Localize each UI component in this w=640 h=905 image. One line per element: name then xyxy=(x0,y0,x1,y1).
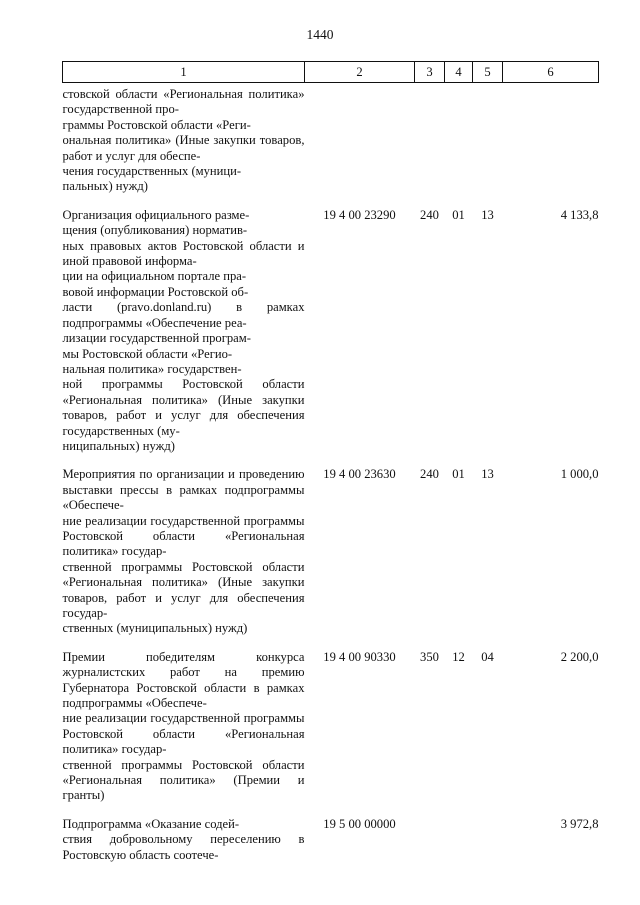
subsection-code: 13 xyxy=(481,467,494,482)
description-line: ние реализации государственной xyxy=(62,513,241,528)
column-header-6: 6 xyxy=(503,62,599,83)
page-number: 1440 xyxy=(306,27,334,42)
row-description xyxy=(63,208,305,468)
description-line: ственных (муниципальных) нужд) xyxy=(62,621,248,636)
description-line: пальных) нужд) xyxy=(62,179,148,194)
description-line: Губернатора Ростовской области в xyxy=(62,680,260,695)
description-line: области «Региональная политика» xyxy=(62,757,305,788)
description-line: чения государственных (муници- xyxy=(62,164,242,179)
amount: 3 972,8 xyxy=(560,816,599,831)
target-article-code xyxy=(305,83,415,208)
row-description xyxy=(63,817,305,876)
description-line: (Премии и гранты) xyxy=(62,773,305,803)
description-line: области «Региональная политика» xyxy=(62,559,305,590)
table-row xyxy=(63,467,599,649)
expense-type-code: 240 xyxy=(420,467,439,482)
target-article-code: 19 4 00 23290 xyxy=(323,207,396,222)
description-line: ной программы Ростовской области xyxy=(62,377,305,392)
description-line: ональная политика» (Иные закупки xyxy=(62,133,256,148)
table-row xyxy=(63,83,599,208)
amount: 2 200,0 xyxy=(560,649,599,664)
subsection-code xyxy=(473,817,503,876)
description-line: ласти (pravo.donland.ru) в рамках xyxy=(62,300,305,315)
expense-type-code xyxy=(415,83,445,208)
header-row xyxy=(63,62,599,83)
section-code: 01 xyxy=(452,207,465,222)
description-line: услуг для обеспечения государ- xyxy=(62,590,305,620)
description-line: проведению выставки прессы в xyxy=(62,467,305,497)
column-header-2: 2 xyxy=(305,62,415,83)
column-header-5: 5 xyxy=(473,62,503,83)
description-line: рамках подпрограммы «Обеспече- xyxy=(62,680,305,711)
description-line: программы Ростовской области xyxy=(62,513,305,543)
subsection-code: 13 xyxy=(481,207,494,222)
amount xyxy=(503,83,599,208)
subsection-code xyxy=(473,83,503,208)
description-line: вовой информации Ростовской об- xyxy=(62,284,249,299)
description-line: Подпрограмма «Оказание содей- xyxy=(62,816,240,831)
column-header-4: 4 xyxy=(445,62,473,83)
table-header xyxy=(63,62,599,83)
description-line: ции на официальном портале пра- xyxy=(62,269,247,284)
table-row xyxy=(63,208,599,468)
row-description xyxy=(63,83,305,208)
section-code: 12 xyxy=(452,649,465,664)
description-line: (Иные закупки товаров, работ и xyxy=(62,575,305,605)
section-code xyxy=(445,817,473,876)
target-article-code: 19 4 00 90330 xyxy=(323,649,396,664)
table-body xyxy=(63,83,599,877)
description-line: обеспечения государственных (му- xyxy=(62,408,305,438)
description-line: ниципальных) нужд) xyxy=(62,438,175,453)
description-line: Организация официального разме- xyxy=(62,207,250,222)
description-line: лизации государственной програм- xyxy=(62,331,251,346)
description-line: «Региональная политика» государ- xyxy=(62,726,305,757)
description-line: Мероприятия по организации и xyxy=(62,467,235,482)
description-line: области и иной правовой информа- xyxy=(62,238,305,269)
description-line: «Региональная политика» государ- xyxy=(62,528,305,559)
expense-type-code: 240 xyxy=(420,207,439,222)
target-article-code: 19 5 00 00000 xyxy=(323,816,396,831)
description-line: ственной программы Ростовской xyxy=(62,757,253,772)
amount: 4 133,8 xyxy=(560,207,599,222)
description-line: подпрограммы «Обеспечение реа- xyxy=(62,315,247,330)
description-line: политика» государственной про- xyxy=(62,87,305,117)
description-line: щения (опубликования) норматив- xyxy=(62,223,248,238)
column-header-1: 1 xyxy=(63,62,305,83)
subsection-code: 04 xyxy=(481,649,494,664)
description-line: ние реализации государственной xyxy=(62,711,241,726)
description-line: в Ростовскую область соотече- xyxy=(62,832,305,862)
table-row xyxy=(63,650,599,817)
expense-type-code: 350 xyxy=(420,649,439,664)
description-line: Премии победителям конкурса xyxy=(62,649,305,664)
description-line: журналистских работ на премию xyxy=(62,665,305,680)
description-line: стовской области «Региональная xyxy=(62,87,243,101)
section-code: 01 xyxy=(452,467,465,482)
description-line: закупки товаров, работ и услуг для xyxy=(62,392,305,423)
section-code xyxy=(445,83,473,208)
target-article-code: 19 4 00 23630 xyxy=(323,467,396,482)
expense-type-code xyxy=(415,817,445,876)
budget-table xyxy=(62,61,599,876)
column-header-3: 3 xyxy=(415,62,445,83)
row-description xyxy=(63,467,305,649)
description-line: мы Ростовской области «Регио- xyxy=(62,346,233,361)
description-line: рамках подпрограммы «Обеспече- xyxy=(62,482,305,513)
row-description xyxy=(63,650,305,817)
description-line: товаров, работ и услуг для обеспе- xyxy=(62,133,305,163)
description-line: ственной программы Ростовской xyxy=(62,559,253,574)
description-line: программы Ростовской области xyxy=(62,711,305,741)
description-line: «Региональная политика» (Иные xyxy=(62,392,253,407)
table-row xyxy=(63,817,599,876)
description-line: граммы Ростовской области «Реги- xyxy=(62,117,251,132)
description-line: нальная политика» государствен- xyxy=(62,361,242,376)
description-line: ных правовых актов Ростовской xyxy=(62,238,244,253)
amount: 1 000,0 xyxy=(560,467,599,482)
description-line: ствия добровольному переселению xyxy=(62,832,281,847)
